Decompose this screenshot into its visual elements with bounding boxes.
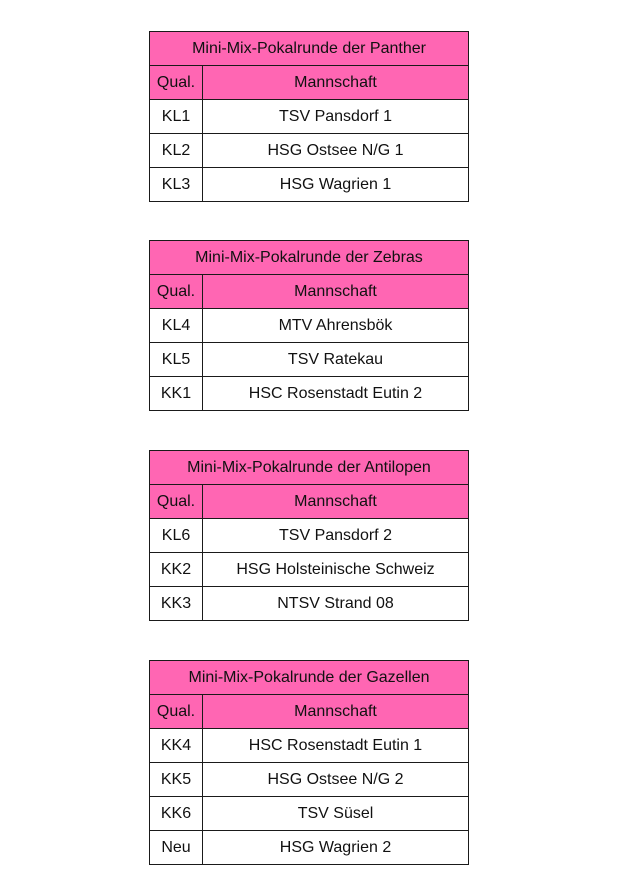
column-header-qual: Qual.	[150, 66, 203, 100]
group-title: Mini-Mix-Pokalrunde der Panther	[150, 32, 469, 66]
team-cell: TSV Ratekau	[203, 343, 469, 377]
qual-cell: Neu	[150, 831, 203, 865]
qual-cell: KL5	[150, 343, 203, 377]
column-header-team: Mannschaft	[203, 695, 469, 729]
table-row	[150, 134, 469, 168]
group-title-row	[150, 241, 469, 275]
table-row	[150, 309, 469, 343]
column-header-team: Mannschaft	[203, 485, 469, 519]
qual-cell: KK1	[150, 377, 203, 411]
group-title-row	[150, 32, 469, 66]
header-row	[150, 275, 469, 309]
qual-cell: KL4	[150, 309, 203, 343]
table-row	[150, 797, 469, 831]
header-row	[150, 66, 469, 100]
team-cell: HSC Rosenstadt Eutin 1	[203, 729, 469, 763]
qual-cell: KK2	[150, 553, 203, 587]
table-row	[150, 763, 469, 797]
qual-cell: KK6	[150, 797, 203, 831]
qual-cell: KK5	[150, 763, 203, 797]
table-row	[150, 100, 469, 134]
column-header-qual: Qual.	[150, 485, 203, 519]
qual-cell: KK4	[150, 729, 203, 763]
group-title: Mini-Mix-Pokalrunde der Gazellen	[150, 661, 469, 695]
column-header-team: Mannschaft	[203, 66, 469, 100]
group-title: Mini-Mix-Pokalrunde der Zebras	[150, 241, 469, 275]
team-cell: NTSV Strand 08	[203, 587, 469, 621]
group-title: Mini-Mix-Pokalrunde der Antilopen	[150, 451, 469, 485]
team-cell: TSV Pansdorf 2	[203, 519, 469, 553]
table-row	[150, 729, 469, 763]
header-row	[150, 695, 469, 729]
group-table-antilopen	[149, 450, 469, 621]
table-row	[150, 343, 469, 377]
qual-cell: KL3	[150, 168, 203, 202]
table-row	[150, 587, 469, 621]
column-header-qual: Qual.	[150, 275, 203, 309]
group-table-panther	[149, 31, 469, 202]
group-title-row	[150, 661, 469, 695]
table-row	[150, 831, 469, 865]
team-cell: HSG Holsteinische Schweiz	[203, 553, 469, 587]
group-table-gazellen	[149, 660, 469, 865]
team-cell: HSG Wagrien 2	[203, 831, 469, 865]
header-row	[150, 485, 469, 519]
team-cell: HSG Wagrien 1	[203, 168, 469, 202]
team-cell: TSV Süsel	[203, 797, 469, 831]
qual-cell: KL2	[150, 134, 203, 168]
table-row	[150, 377, 469, 411]
team-cell: HSC Rosenstadt Eutin 2	[203, 377, 469, 411]
qual-cell: KL1	[150, 100, 203, 134]
group-title-row	[150, 451, 469, 485]
team-cell: MTV Ahrensbök	[203, 309, 469, 343]
team-cell: TSV Pansdorf 1	[203, 100, 469, 134]
team-cell: HSG Ostsee N/G 1	[203, 134, 469, 168]
qual-cell: KK3	[150, 587, 203, 621]
team-cell: HSG Ostsee N/G 2	[203, 763, 469, 797]
column-header-qual: Qual.	[150, 695, 203, 729]
table-row	[150, 553, 469, 587]
qual-cell: KL6	[150, 519, 203, 553]
table-row	[150, 168, 469, 202]
column-header-team: Mannschaft	[203, 275, 469, 309]
table-row	[150, 519, 469, 553]
group-table-zebras	[149, 240, 469, 411]
